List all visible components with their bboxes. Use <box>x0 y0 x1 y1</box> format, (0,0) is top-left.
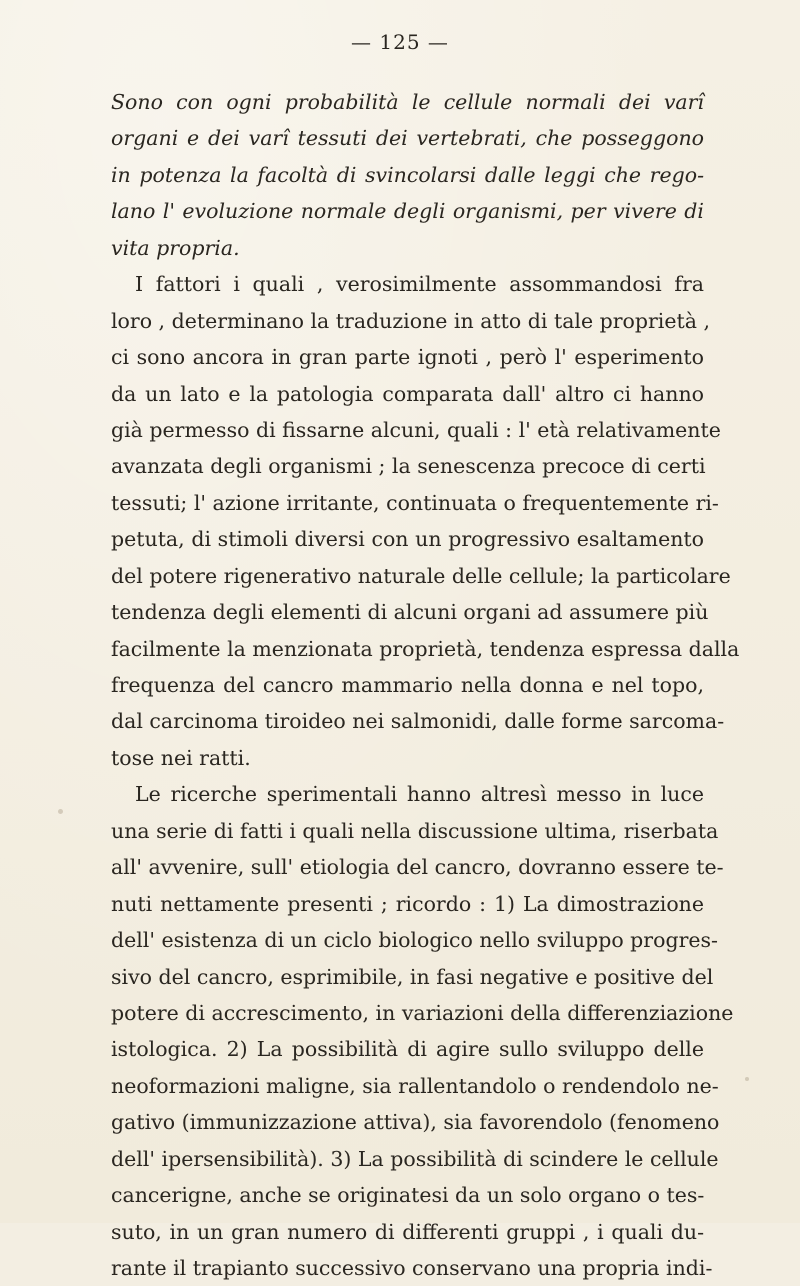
text-line: vita propria. <box>111 235 240 260</box>
text-line: suto, in un gran numero di differenti gruppi , i quali du- <box>111 1219 704 1244</box>
text-line: Le ricerche sperimentali hanno altresì messo in luce <box>135 782 704 807</box>
text-line: Sono con ogni probabilità le cellule normali dei varî <box>111 90 704 114</box>
text-line: una serie di fatti i quali nella discussione ultima, riserbata <box>111 818 719 843</box>
text-line: ci sono ancora in gran parte ignoti , però l' esperimento <box>111 345 704 370</box>
text-line: cancerigne, anche se originatesi da un solo organo o tes- <box>111 1183 705 1208</box>
text-line: istologica. 2) La possibilità di agire sullo sviluppo delle <box>111 1037 704 1062</box>
text-line: petuta, di stimoli diversi con un progressivo esaltamento <box>111 527 704 552</box>
text-line: del potere rigenerativo naturale delle cellule; la particolare <box>111 563 731 588</box>
text-line: rante il trapianto successivo conservano una propria indi- <box>111 1256 713 1280</box>
text-line: frequenza del cancro mammario nella donna e nel topo, <box>111 673 704 697</box>
text-line: I fattori i quali , verosimilmente assommandosi fra <box>135 272 704 297</box>
text-line: all' avvenire, sull' etiologia del cancro, dovranno essere te- <box>111 855 724 880</box>
text-line: tendenza degli elementi di alcuni organi ad assumere più <box>111 600 709 625</box>
text-line: nuti nettamente presenti ; ricordo : 1) La dimostrazione <box>111 891 704 916</box>
text-line: gativo (immunizzazione attiva), sia favorendolo (fenomeno <box>111 1110 720 1135</box>
text-line: da un lato e la patologia comparata dall' altro ci hanno <box>111 381 704 406</box>
paper-spot <box>745 1077 749 1081</box>
text-line: tessuti; l' azione irritante, continuata o frequentemente ri- <box>111 490 719 515</box>
text-line: già permesso di fissarne alcuni, quali : l' età relativamente <box>111 417 721 442</box>
text-line: neoformazioni maligne, sia rallentandolo o rendendolo ne- <box>111 1073 719 1098</box>
text-line: dal carcinoma tiroideo nei salmonidi, dalle forme sarcoma- <box>111 709 725 734</box>
text-line: dell' ipersensibilità). 3) La possibilità di scindere le cellule <box>111 1146 719 1171</box>
text-line: lano l' evoluzione normale degli organismi, per vivere di <box>111 199 704 224</box>
text-line: tose nei ratti. <box>111 745 251 770</box>
text-line: organi e dei varî tessuti dei vertebrati, che posseggono <box>111 126 704 151</box>
text-line: facilmente la menzionata proprietà, tendenza espressa dalla <box>111 636 740 661</box>
text-line: in potenza la facoltà di svincolarsi dalle leggi che rego- <box>111 162 704 187</box>
text-line: sivo del cancro, esprimibile, in fasi negative e positive del <box>111 964 714 989</box>
text-line: avanzata degli organismi ; la senescenza precoce di certi <box>111 454 706 479</box>
paper-spot <box>58 809 63 814</box>
text-line: potere di accrescimento, in variazioni della differenziazione <box>111 1000 734 1025</box>
text-line: loro , determinano la traduzione in atto di tale proprietà , <box>111 308 710 333</box>
text-line: dell' esistenza di un ciclo biologico nello sviluppo progres- <box>111 928 718 953</box>
body-text <box>111 84 740 1286</box>
page-number: — 125 — <box>351 30 449 54</box>
